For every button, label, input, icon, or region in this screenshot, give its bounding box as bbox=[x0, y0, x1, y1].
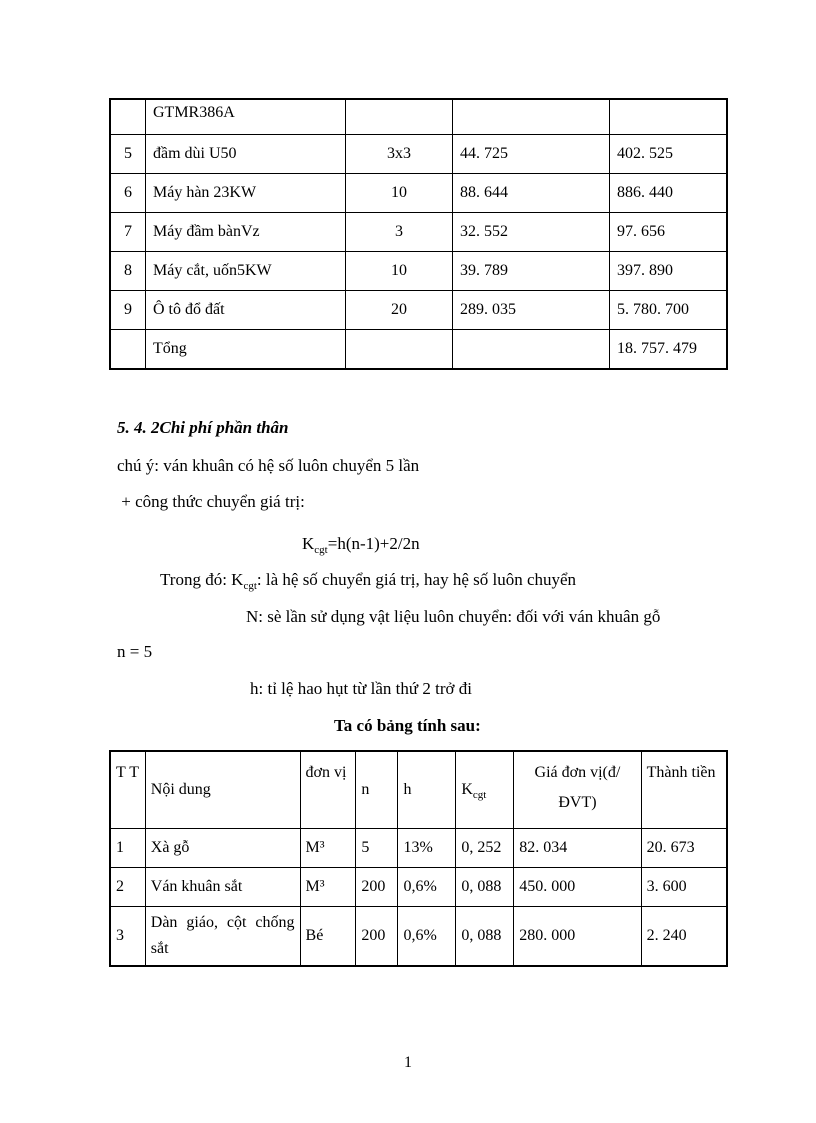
cell-qty: 3 bbox=[346, 213, 453, 252]
cell-total: 886. 440 bbox=[610, 174, 728, 213]
cell-n: 200 bbox=[356, 907, 398, 967]
cell-qty: 20 bbox=[346, 291, 453, 330]
cell-price bbox=[453, 99, 610, 135]
h-definition: h: tỉ lệ hao hụt từ lần thứ 2 trở đi bbox=[250, 679, 472, 698]
cell-total: 402. 525 bbox=[610, 135, 728, 174]
table-row bbox=[110, 252, 727, 291]
header-unit: đơn vị bbox=[300, 751, 356, 829]
cell-name: Máy cắt, uốn5KW bbox=[146, 252, 346, 291]
cell-h: 13% bbox=[398, 829, 456, 868]
cell-qty: 10 bbox=[346, 252, 453, 291]
cell-h: 0,6% bbox=[398, 868, 456, 907]
cell-unit: M³ bbox=[300, 829, 356, 868]
cell-name: Máy đầm bànVz bbox=[146, 213, 346, 252]
note-paragraph: chú ý: ván khuân có hệ số luôn chuyển 5 lần bbox=[117, 456, 420, 475]
cell-name: Ô tô đổ đất bbox=[146, 291, 346, 330]
cell-tt: 3 bbox=[110, 907, 145, 967]
cell-qty: 10 bbox=[346, 174, 453, 213]
equipment-cost-table bbox=[109, 98, 728, 370]
header-n: n bbox=[356, 751, 398, 829]
cell-content: Xà gỗ bbox=[145, 829, 300, 868]
cell-unit: M³ bbox=[300, 868, 356, 907]
formula bbox=[302, 534, 420, 554]
cell-tt bbox=[110, 99, 146, 135]
cell-tt: 7 bbox=[110, 213, 146, 252]
cell-content: Ván khuân sắt bbox=[145, 868, 300, 907]
cell-price: 280. 000 bbox=[514, 907, 641, 967]
header-total: Thành tiền bbox=[641, 751, 727, 829]
where-subscript: cgt bbox=[243, 580, 257, 592]
cell-total: 97. 656 bbox=[610, 213, 728, 252]
cell-price: 44. 725 bbox=[453, 135, 610, 174]
cell-total: 20. 673 bbox=[641, 829, 727, 868]
table-row-total bbox=[110, 330, 727, 370]
cell-total: 18. 757. 479 bbox=[610, 330, 728, 370]
cell-kcgt: 0, 252 bbox=[456, 829, 514, 868]
cell-price: 450. 000 bbox=[514, 868, 641, 907]
cell-tt: 9 bbox=[110, 291, 146, 330]
cell-price: 88. 644 bbox=[453, 174, 610, 213]
cell-price: 289. 035 bbox=[453, 291, 610, 330]
header-price: Giá đơn vị(đ/ĐVT) bbox=[514, 751, 641, 829]
cell-n: 5 bbox=[356, 829, 398, 868]
cell-total: 5. 780. 700 bbox=[610, 291, 728, 330]
formula-subscript: cgt bbox=[314, 544, 328, 556]
cell-qty: 3x3 bbox=[346, 135, 453, 174]
where-prefix: Trong đó: K bbox=[160, 570, 244, 589]
header-content: Nội dung bbox=[145, 751, 300, 829]
cell-h: 0,6% bbox=[398, 907, 456, 967]
n-definition: N: sè lần sử dụng vật liệu luôn chuyển: đối với ván khuân gỗ bbox=[246, 607, 661, 626]
table-row bbox=[110, 135, 727, 174]
header-tt: T T bbox=[110, 751, 145, 829]
cell-qty bbox=[346, 330, 453, 370]
header-k-subscript: cgt bbox=[472, 789, 487, 801]
cell-tt: 2 bbox=[110, 868, 145, 907]
table-row bbox=[110, 213, 727, 252]
cell-tt: 6 bbox=[110, 174, 146, 213]
cell-tt: 8 bbox=[110, 252, 146, 291]
cell-price: 39. 789 bbox=[453, 252, 610, 291]
cell-total: 3. 600 bbox=[641, 868, 727, 907]
cell-n: 200 bbox=[356, 868, 398, 907]
cell-name: GTMR386A bbox=[146, 99, 346, 135]
cell-total: 397. 890 bbox=[610, 252, 728, 291]
where-text: : là hệ số chuyển giá trị, hay hệ số luôn chuyển bbox=[256, 570, 577, 589]
section-heading: 5. 4. 2Chi phí phần thân bbox=[117, 418, 289, 437]
page-number: 1 bbox=[404, 1054, 412, 1071]
table-title: Ta có bảng tính sau: bbox=[334, 716, 481, 735]
cell-price bbox=[453, 330, 610, 370]
header-k-letter: K bbox=[461, 781, 473, 798]
cell-name: Tổng bbox=[146, 330, 346, 370]
formula-expression: =h(n-1)+2/2n bbox=[327, 534, 420, 553]
cell-content: Dàn giáo, cột chống sắt bbox=[145, 907, 300, 967]
header-h: h bbox=[398, 751, 456, 829]
table-row bbox=[110, 868, 727, 907]
table-row bbox=[110, 829, 727, 868]
cell-tt: 5 bbox=[110, 135, 146, 174]
formwork-cost-table bbox=[109, 750, 728, 967]
formula-k: K bbox=[302, 534, 315, 553]
cell-tt bbox=[110, 330, 146, 370]
cell-name: đầm dùi U50 bbox=[146, 135, 346, 174]
cell-total bbox=[610, 99, 728, 135]
cell-kcgt: 0, 088 bbox=[456, 907, 514, 967]
table-header-row bbox=[110, 751, 727, 829]
cell-price: 32. 552 bbox=[453, 213, 610, 252]
cell-unit: Bé bbox=[300, 907, 356, 967]
header-kcgt bbox=[456, 751, 514, 829]
table-row bbox=[110, 99, 727, 135]
table-row bbox=[110, 907, 727, 967]
formula-intro: + công thức chuyển giá trị: bbox=[117, 492, 305, 511]
cell-qty bbox=[346, 99, 453, 135]
table-row bbox=[110, 291, 727, 330]
table-row bbox=[110, 174, 727, 213]
cell-price: 82. 034 bbox=[514, 829, 641, 868]
cell-tt: 1 bbox=[110, 829, 145, 868]
cell-name: Máy hàn 23KW bbox=[146, 174, 346, 213]
where-line bbox=[160, 570, 576, 590]
cell-kcgt: 0, 088 bbox=[456, 868, 514, 907]
n-value: n = 5 bbox=[117, 642, 153, 661]
cell-total: 2. 240 bbox=[641, 907, 727, 967]
